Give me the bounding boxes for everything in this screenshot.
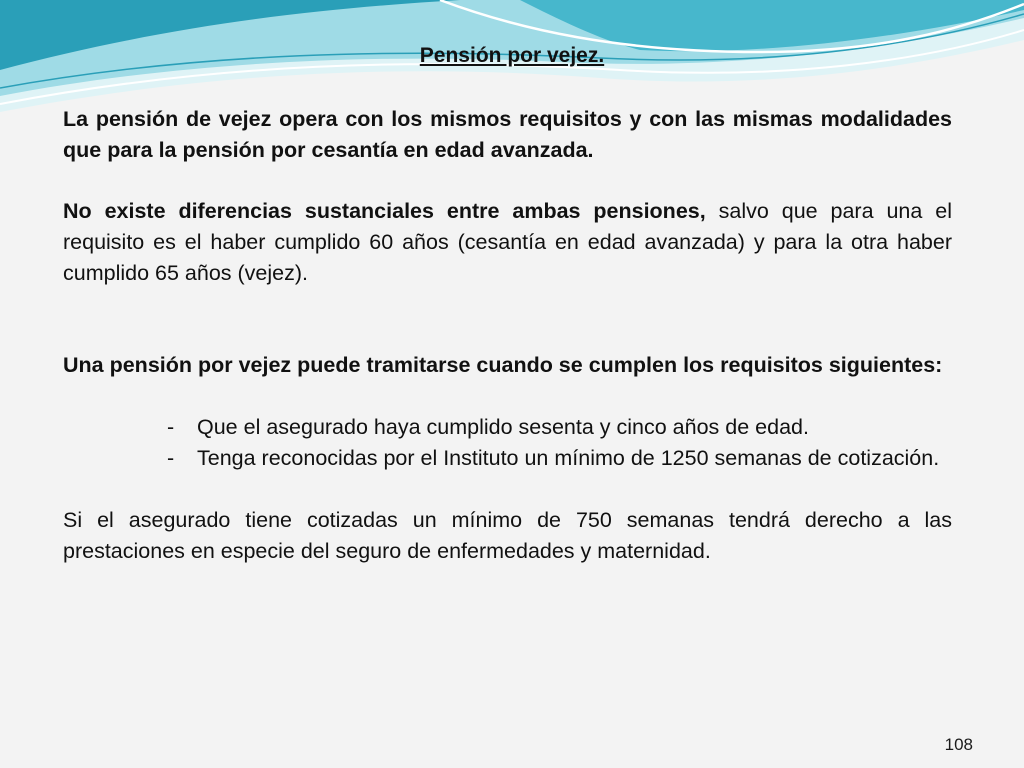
requirement-item (63, 443, 952, 474)
paragraph-requirements-intro: Una pensión por vejez puede tramitarse cuando se cumplen los requisitos siguientes: (63, 353, 943, 377)
requirement-text: Tenga reconocidas por el Instituto un mínimo de 1250 semanas de cotización. (197, 446, 940, 470)
paragraph-differences-rest: salvo que para una el requisito es el haber cumplido 60 años (cesantía en edad avanzada) y para la otra haber cumplido 65 años (vejez). (63, 199, 952, 285)
page-title: Pensión por vejez. (419, 44, 605, 67)
requirements-list (63, 412, 952, 474)
page-number: 108 (944, 735, 973, 754)
requirement-text: Que el asegurado haya cumplido sesenta y cinco años de edad. (197, 415, 809, 439)
bullet-dash: - (167, 415, 175, 439)
paragraph-differences-bold: No existe diferencias sustanciales entre ambas pensiones, (63, 199, 706, 223)
paragraph-differences (63, 196, 952, 289)
paragraph-modalities: La pensión de vejez opera con los mismos requisitos y con las mismas modalidades que para la pensión por cesantía en edad avanzada. (63, 107, 952, 162)
slide-content (63, 104, 952, 567)
paragraph-benefits: Si el asegurado tiene cotizadas un mínimo de 750 semanas tendrá derecho a las prestaciones en especie del seguro de enfermedades y maternidad. (63, 508, 952, 563)
bullet-dash: - (167, 446, 175, 470)
requirement-item (63, 412, 952, 443)
